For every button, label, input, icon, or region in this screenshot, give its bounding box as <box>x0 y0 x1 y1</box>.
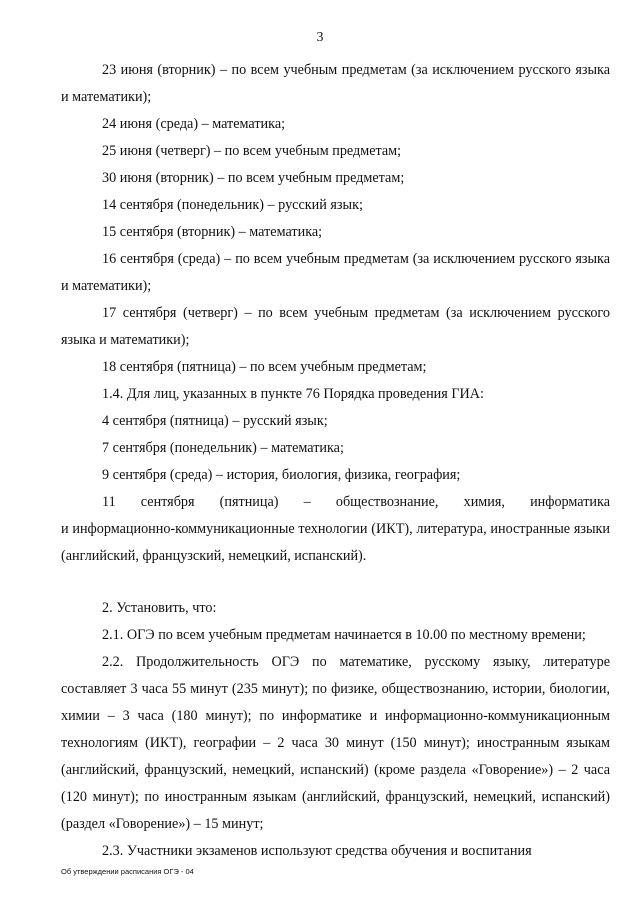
page-number: 3 <box>316 30 324 45</box>
sep-11-first-line <box>61 489 610 516</box>
footer-doc-title: Об утверждении расписания ОГЭ - 04 <box>61 867 194 876</box>
schedule-item-sep-11 <box>61 489 610 570</box>
word: обществознание, <box>335 494 439 510</box>
schedule-item: 9 сентября (среда) – история, биология, физика, география; <box>102 467 461 483</box>
word: – <box>303 494 311 510</box>
schedule-item: 17 сентября (четверг) – по всем учебным предметам (за исключением русского языка и математики); <box>61 305 610 348</box>
word: (пятница) <box>219 494 279 510</box>
section-heading-2: 2. Установить, что: <box>102 600 217 616</box>
word: сентября <box>140 494 195 510</box>
sep-11-continuation: и информационно-коммуникационные технологии (ИКТ), литература, иностранные языки (английский, французский, немецкий, испанский). <box>61 521 610 564</box>
paragraph-2-2: 2.2. Продолжительность ОГЭ по математике, русскому языку, литературе составляет 3 часа 55 минут (235 минут); по физике, обществознанию, истории, биологии, химии – 3 часа (180 минут); по информатике и информационно-коммуникационным технологиям (ИКТ), географии – 2 часа 30 минут (150 минут); иностранным языкам (английский, французский, немецкий, испанский) (кроме раздела «Говорение») – 2 часа (120 минут); по иностранным языкам (английский, французский, немецкий, испанский) (раздел «Говорение») – 15 минут; <box>61 654 610 832</box>
schedule-item: 30 июня (вторник) – по всем учебным предметам; <box>102 170 405 186</box>
document-body <box>61 57 610 865</box>
schedule-item: 23 июня (вторник) – по всем учебным предметам (за исключением русского языка и математики); <box>61 62 610 105</box>
schedule-item: 24 июня (среда) – математика; <box>102 116 286 132</box>
paragraph-2-1: 2.1. ОГЭ по всем учебным предметам начинается в 10.00 по местному времени; <box>102 627 586 643</box>
word: информатика <box>530 494 610 510</box>
word: химия, <box>463 494 505 510</box>
schedule-item: 4 сентября (пятница) – русский язык; <box>102 413 328 429</box>
schedule-item: 25 июня (четверг) – по всем учебным предметам; <box>102 143 402 159</box>
schedule-item: 7 сентября (понедельник) – математика; <box>102 440 344 456</box>
schedule-item: 15 сентября (вторник) – математика; <box>102 224 323 240</box>
word: 11 <box>102 494 116 510</box>
section-heading-1-4: 1.4. Для лиц, указанных в пункте 76 Порядка проведения ГИА: <box>102 386 484 402</box>
schedule-item: 14 сентября (понедельник) – русский язык; <box>102 197 363 213</box>
schedule-item: 18 сентября (пятница) – по всем учебным предметам; <box>102 359 427 375</box>
schedule-item: 16 сентября (среда) – по всем учебным предметам (за исключением русского языка и математики); <box>61 251 610 294</box>
paragraph-2-3: 2.3. Участники экзаменов используют средства обучения и воспитания <box>102 843 532 859</box>
